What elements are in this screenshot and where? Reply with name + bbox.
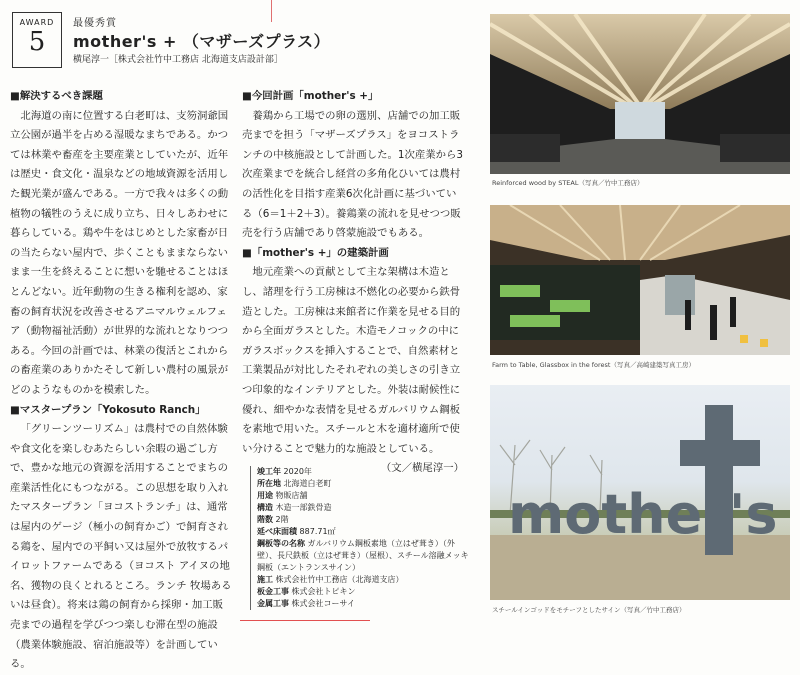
award-badge bbox=[12, 12, 62, 68]
project-details bbox=[250, 466, 472, 610]
section-body: 養鶏から工場での卵の選別、店舗での加工販売までを担う「マザーズプラス」をヨコストランチの中核施設として計画した。1次産業から3次産業までを統合し経営の多角化ひいては農村の活性化を目指す産業6次化計画に基づいている（6＝1＋2＋3）。養鶏業の流れを見せつつ販売を行う店舗であり啓蒙施設でもある。 bbox=[242, 109, 464, 240]
steel-sign-illustration bbox=[490, 385, 790, 600]
detail-key: 所在地 bbox=[257, 479, 281, 488]
detail-value: 物販店舗 bbox=[275, 491, 308, 500]
red-mark-line bbox=[271, 0, 272, 22]
detail-key: 竣工年 bbox=[257, 467, 281, 476]
detail-value: 株式会社トピキン bbox=[291, 587, 356, 596]
section-heading: ■マスタープラン「Yokosuto Ranch」 bbox=[10, 403, 206, 416]
detail-row bbox=[257, 526, 472, 538]
sign-text: mother's bbox=[508, 483, 778, 546]
detail-value: 887.71㎡ bbox=[299, 527, 336, 536]
detail-row bbox=[257, 478, 472, 490]
detail-key: 施工 bbox=[257, 575, 273, 584]
photo-caption: Farm to Table, Glassbox in the forest（写真／高崎建築写真工房） bbox=[492, 361, 695, 369]
prize-name: 最優秀賞 bbox=[73, 18, 117, 29]
detail-key: 階数 bbox=[257, 515, 273, 524]
article-title: mother's + （マザーズプラス） bbox=[73, 32, 331, 51]
detail-key: 延べ床面積 bbox=[257, 527, 297, 536]
detail-row bbox=[257, 490, 472, 502]
detail-value: 北海道白老町 bbox=[283, 479, 332, 488]
detail-value: ガルバリウム鋼板素地（立はぜ葺き）（外壁）、長尺鉄板（立はぜ葺き）（屋根）、スチール溶融メッキ鋼板（エントランスサイン） bbox=[257, 539, 469, 572]
detail-row bbox=[257, 598, 472, 610]
detail-row bbox=[257, 514, 472, 526]
article-column-1 bbox=[10, 87, 232, 675]
detail-value: 2020年 bbox=[283, 467, 312, 476]
detail-row bbox=[257, 502, 472, 514]
section-heading: ■今回計画「mother's +」 bbox=[242, 90, 379, 102]
detail-value: 木造一部鉄骨造 bbox=[275, 503, 332, 512]
timber-roof-illustration bbox=[490, 14, 790, 174]
photo-caption: スチールインゴッドをモチーフとしたサイン（写真／竹中工務店） bbox=[492, 606, 686, 614]
section-body: 「グリーンツーリズム」は農村での自然体験や食文化を楽しむあたらしい余暇の過ごし方で、豊かな地元の資源を活用することでまちの産業活性化にもつながる。この思想を取り入れたマスタープラン「ヨコストランチ」は、通常は屋内のゲージ（極小の飼育かご）で飼育される鶏を、屋内での平飼い又は屋外で放牧するパイロットファームである（ヨコスト アイヌの地名、獲物の良くとれるところ。ランチ 牧場あるいは昼食）。将来は鶏の飼育から採卵・加工販売までの過程を学びつつ楽しむ滞在型の施設（農業体験施設、宿泊施設等）を計画している。 bbox=[10, 423, 232, 671]
detail-row bbox=[257, 574, 472, 586]
section-heading: ■解決するべき課題 bbox=[10, 90, 103, 102]
author-line: 横尾淳一［株式会社竹中工務店 北海道支店設計部］ bbox=[73, 55, 283, 65]
detail-key: 鋼板等の名称 bbox=[257, 539, 305, 548]
section-heading: ■「mother's +」の建築計画 bbox=[242, 246, 389, 259]
photo-caption: Reinforced wood by STEAL（写真／竹中工務店） bbox=[492, 179, 644, 187]
detail-key: 用途 bbox=[257, 491, 273, 500]
article-column-2 bbox=[242, 87, 464, 479]
detail-key: 構造 bbox=[257, 503, 273, 512]
photo-glassbox-interior bbox=[490, 205, 790, 355]
section-body: 地元産業への貢献として主な架構は木造とし、諸理を行う工房棟は不燃化の必要から鉄骨造とした。工房棟は来館者に作業を見せる目的から全面ガラスとした。木造モノコックの中にガラスボックスを挿入することで、自然素材と工業製品が対比したそれぞれの美しさの引き立つ印象的なインテリアとした。外装は耐候性に優れ、細やかな表情を見せるガルバリウム鋼板を素地で用いた。スチールと木を適材適所で使い分けることで魅力的な施設としている。 bbox=[242, 266, 461, 455]
award-label: AWARD bbox=[19, 18, 55, 27]
section-body: 北海道の南に位置する白老町は、支笏洞爺国立公園が過半を占める湿暖なまちである。かつては林業や畜産を主要産業としていたが、近年は歴史・食文化・温泉などの地域資源を活用した観光業が盛んである。一方で我々は多くの動植物の犠牲のうえに成り立ち、日々しあわせに暮らしている。鶏や牛をはじめとした家畜が日の当たらない屋内で、歩くこともままならないまま一生を終えることに想いを馳せることはほとんどない。近年動物の生きる権利を認め、家畜の飼育状況を改善させるアニマルウェルフェア（動物福祉活動）が世界的な流れとなりつつある。今回の計画では、林業の復活とこれからの畜産業のありかたそして新しい農村の風景がどのようなものかを模索した。 bbox=[10, 109, 229, 396]
photo-timber-roof bbox=[490, 14, 790, 174]
detail-key: 金属工事 bbox=[257, 599, 289, 608]
article-signature: （文／横尾淳一） bbox=[380, 462, 464, 475]
detail-key: 板金工事 bbox=[257, 587, 289, 596]
detail-value: 株式会社竹中工務店（北海道支店） bbox=[275, 575, 404, 584]
detail-row bbox=[257, 538, 472, 574]
award-number: 5 bbox=[28, 27, 46, 57]
photo-steel-sign bbox=[490, 385, 790, 600]
red-underline bbox=[240, 620, 370, 621]
detail-row bbox=[257, 586, 472, 598]
detail-row bbox=[257, 466, 472, 478]
glassbox-illustration bbox=[490, 205, 790, 355]
detail-value: 株式会社コーサイ bbox=[291, 599, 355, 608]
detail-value: 2階 bbox=[275, 515, 289, 524]
